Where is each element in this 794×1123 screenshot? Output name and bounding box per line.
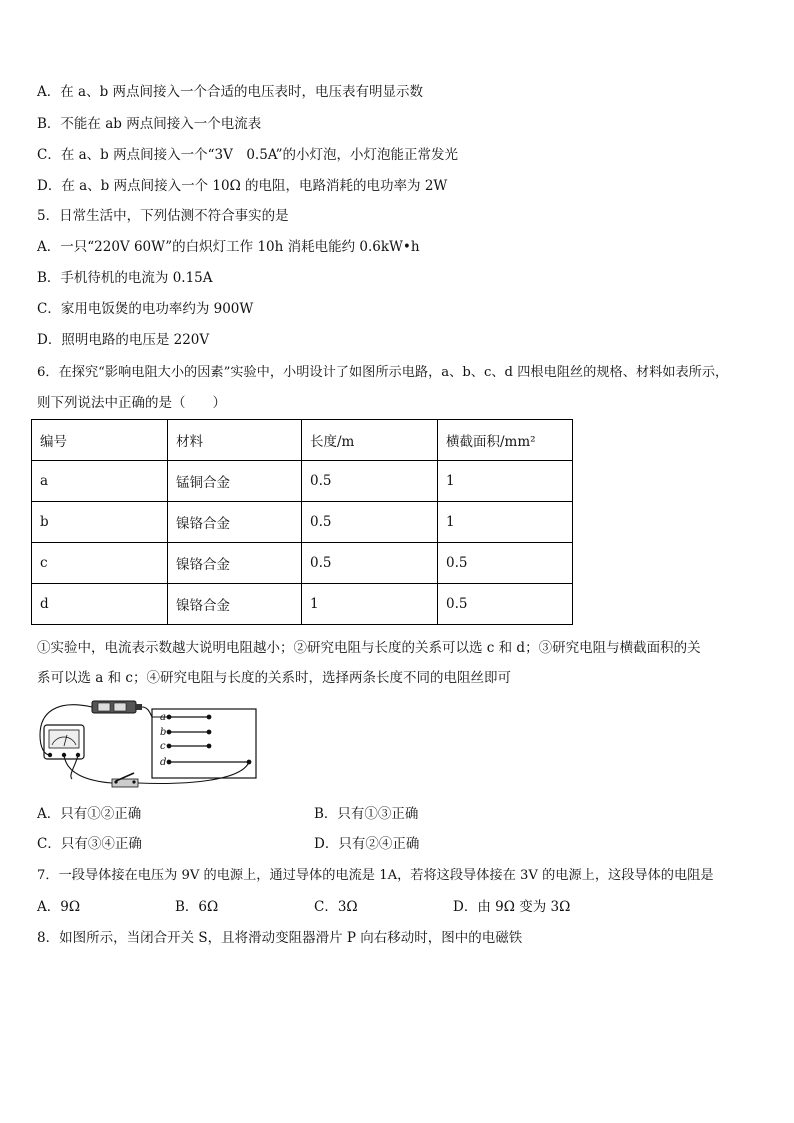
table-row: [32, 461, 573, 502]
table-cell: 镍铬合金: [168, 543, 302, 584]
wire-label-a: a: [160, 712, 166, 723]
table-cell: 1: [438, 502, 573, 543]
table-cell: 1: [302, 584, 438, 625]
table-cell: 镍铬合金: [168, 502, 302, 543]
resistance-wires: [167, 715, 251, 764]
circuit-diagram: [36, 695, 260, 797]
q5-option-b: B．手机待机的电流为 0.15A: [37, 270, 213, 286]
table-row: [32, 543, 573, 584]
q4-option-c: C．在 a、b 两点间接入一个“3V 0.5A”的小灯泡，小灯泡能正常发光: [37, 147, 458, 163]
table-cell: 0.5: [302, 461, 438, 502]
q4-option-b: B．不能在 ab 两点间接入一个电流表: [37, 116, 262, 132]
table-cell: 0.5: [438, 543, 573, 584]
q6-stem-line1: 6．在探究“影响电阻大小的因素”实验中，小明设计了如图所示电路，a、b、c、d 四根电阻丝的规格、材料如表所示，: [37, 365, 729, 380]
table-cell: 镍铬合金: [168, 584, 302, 625]
table-header-row: [32, 420, 573, 461]
q6-statement-line2: 系可以选 a 和 c；④研究电阻与长度的关系时，选择两条长度不同的电阻丝即可: [37, 670, 511, 686]
table-cell: 1: [438, 461, 573, 502]
q6-option-b: B．只有①③正确: [314, 806, 419, 822]
table-header-cell: 材料: [168, 420, 302, 461]
table-cell: 0.5: [438, 584, 573, 625]
switch-icon: [112, 773, 138, 787]
q6-option-a: A．只有①②正确: [37, 806, 142, 822]
ammeter-icon: [44, 725, 84, 759]
wire-label-b: b: [160, 727, 167, 738]
table-cell: 0.5: [302, 543, 438, 584]
q4-option-d: D．在 a、b 两点间接入一个 10Ω 的电阻，电路消耗的电功率为 2W: [37, 178, 448, 194]
q6-option-d: D．只有②④正确: [314, 836, 420, 852]
q7-option-c: C．3Ω: [314, 899, 358, 915]
resistance-board: [152, 709, 256, 778]
table-cell: 0.5: [302, 502, 438, 543]
q7-option-a: A．9Ω: [37, 899, 81, 915]
table-cell: d: [32, 584, 168, 625]
table-header-cell: 长度/m: [302, 420, 438, 461]
table-header-cell: 横截面积/mm²: [438, 420, 573, 461]
q7-stem: 7．一段导体接在电压为 9V 的电源上，通过导体的电流是 1A，若将这段导体接在 3V 的电源上，这段导体的电阻是: [37, 868, 714, 883]
resistance-wire-table: [31, 419, 573, 625]
q7-option-d: D．由 9Ω 变为 3Ω: [453, 899, 571, 915]
table-cell: b: [32, 502, 168, 543]
q5-stem: 5．日常生活中，下列估测不符合事实的是: [37, 208, 289, 224]
q5-option-c: C．家用电饭煲的电功率约为 900W: [37, 301, 254, 317]
wire-label-c: c: [160, 741, 166, 752]
q4-option-a: A．在 a、b 两点间接入一个合适的电压表时，电压表有明显示数: [37, 84, 424, 100]
table-cell: c: [32, 543, 168, 584]
table-row: [32, 584, 573, 625]
q6-statement-line1: ①实验中，电流表示数越大说明电阻越小；②研究电阻与长度的关系可以选 c 和 d；③研究电阻与横截面积的关: [37, 640, 701, 656]
q8-stem: 8．如图所示，当闭合开关 S，且将滑动变阻器滑片 P 向右移动时，图中的电磁铁: [37, 930, 523, 946]
q5-option-a: A．一只“220V 60W”的白炽灯工作 10h 消耗电能约 0.6kW•h: [37, 239, 420, 255]
wire-label-d: d: [160, 757, 167, 768]
table-header-cell: 编号: [32, 420, 168, 461]
table-cell: a: [32, 461, 168, 502]
q7-option-b: B．6Ω: [175, 899, 219, 915]
table-row: [32, 502, 573, 543]
q6-stem-line2: 则下列说法中正确的是（ ）: [37, 395, 226, 411]
table-cell: 锰铜合金: [168, 461, 302, 502]
battery-icon: [92, 701, 142, 713]
q6-option-c: C．只有③④正确: [37, 836, 142, 852]
q5-option-d: D．照明电路的电压是 220V: [37, 332, 210, 348]
